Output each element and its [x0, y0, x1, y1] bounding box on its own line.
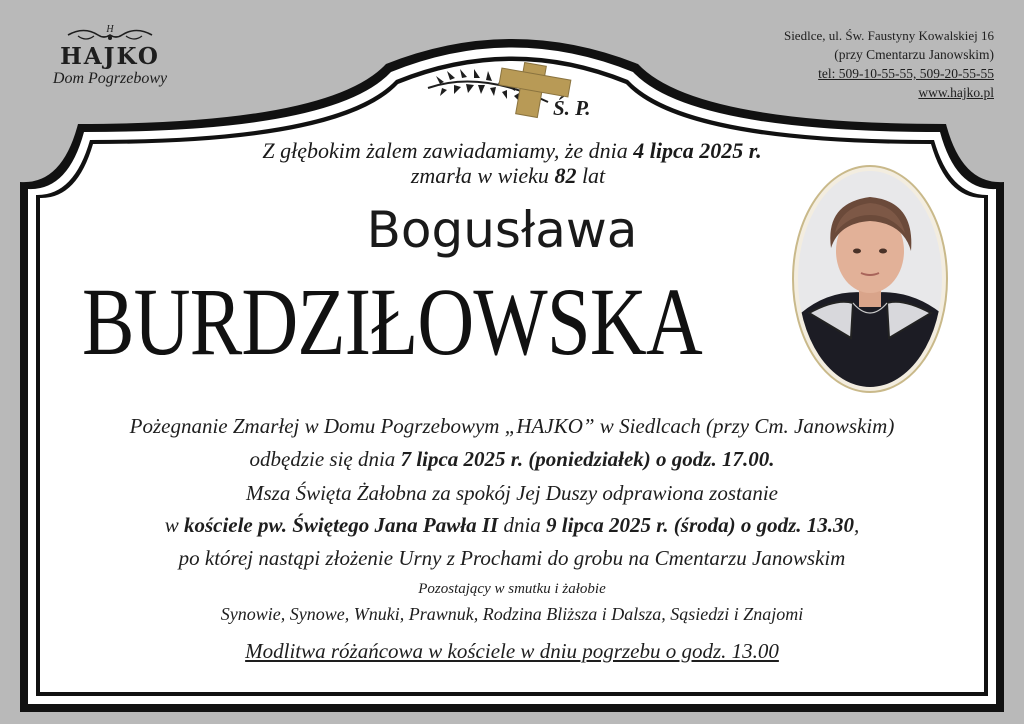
contact-website-link[interactable]: www.hajko.pl [918, 85, 994, 100]
mass-info: Msza Święta Żałobna za spokój Jej Duszy odprawiona zostanie [245, 481, 778, 505]
mass-location-prefix: w [164, 513, 179, 537]
ceremony-date-value: 7 lipca 2025 r. (poniedziałek) o godz. 17.00. [400, 447, 775, 471]
mass-location [0, 513, 1024, 538]
church-name: kościele pw. Świętego Jana Pawła II [183, 513, 499, 537]
contact-phones[interactable]: tel: 509-10-55-55, 509-20-55-55 [818, 66, 994, 81]
ceremony-farewell: Pożegnanie Zmarłej w Domu Pogrzebowym „HAJKO” w Siedlcach (przy Cm. Janowskim) [129, 414, 895, 438]
contact-address: Siedlce, ul. Św. Faustyny Kowalskiej 16 [783, 28, 994, 43]
rosary-note: Modlitwa różańcowa w kościele w dniu pogrzebu o godz. 13.00 [245, 639, 779, 663]
announcement-intro [0, 138, 1024, 164]
death-date: 4 lipca 2025 r. [633, 138, 762, 163]
logo-subtitle: Dom Pogrzebowy [52, 70, 168, 87]
ornament-icon [64, 22, 156, 44]
logo-initial: H [106, 24, 114, 35]
mass-location-suffix: , [854, 513, 860, 537]
sp-label: Ś. P. [553, 96, 591, 120]
burial-info: po której nastąpi złożenie Urny z Prochami do grobu na Cmentarzu Janowskim [178, 546, 846, 570]
mourners-label: Pozostający w smutku i żałobie [418, 581, 606, 597]
intro-text: Z głębokim żalem zawiadamiamy, że dnia [262, 138, 628, 163]
contact-info [784, 26, 994, 102]
age-suffix: lat [581, 163, 606, 188]
deceased-portrait [791, 163, 949, 395]
mourners-list: Synowie, Synowe, Wnuki, Prawnuk, Rodzina Bliższa i Dalsza, Sąsiedzi i Znajomi [220, 604, 804, 624]
ceremony-date-prefix: odbędzie się dnia [249, 447, 396, 471]
mass-date-prefix: dnia [503, 513, 541, 537]
mass-date: 9 lipca 2025 r. (środa) o godz. 13.30 [546, 513, 855, 537]
funeral-home-logo[interactable] [30, 22, 190, 88]
ceremony-date [0, 447, 1024, 472]
contact-location: (przy Cmentarzu Janowskim) [834, 47, 994, 62]
age-value: 82 [554, 163, 577, 188]
age-prefix: zmarła w wieku [410, 163, 549, 188]
first-name-text: Bogusława [366, 201, 638, 259]
deceased-surname: BURDZIŁOWSKA [82, 268, 702, 375]
logo-name: HAJKO [60, 43, 160, 70]
